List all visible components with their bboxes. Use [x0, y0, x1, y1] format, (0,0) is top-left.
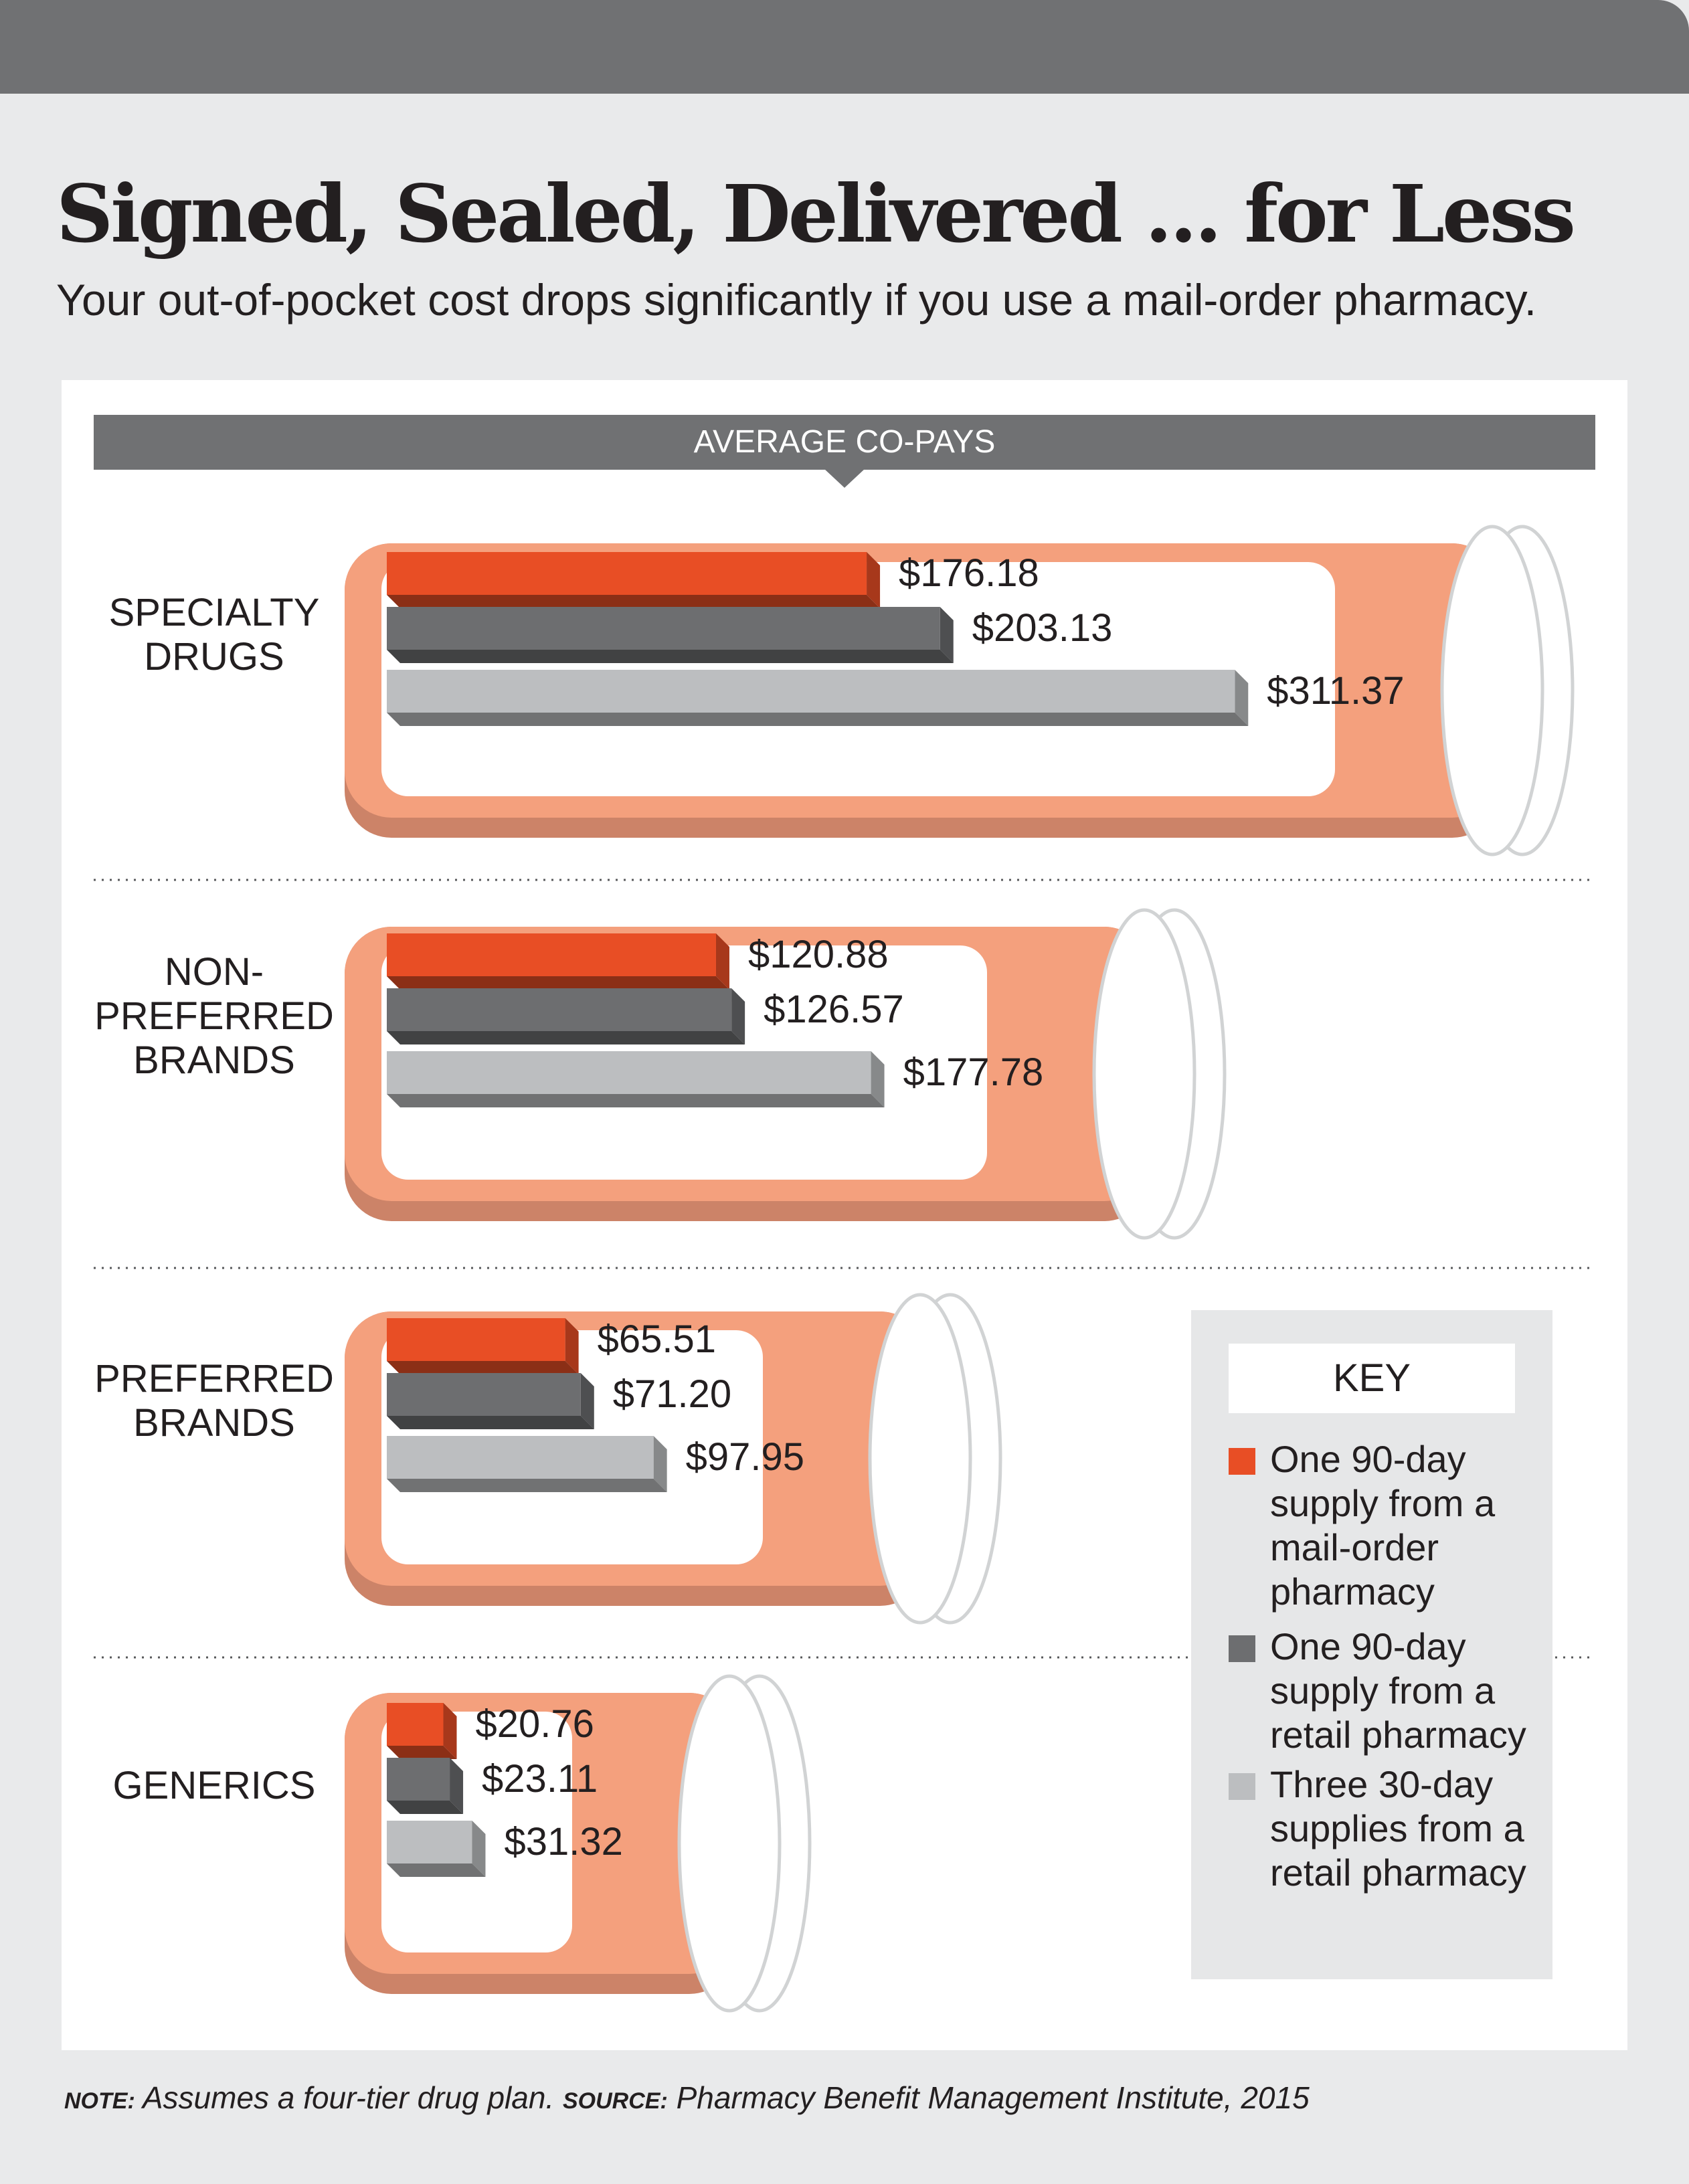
- bar-bottom: [387, 1801, 463, 1814]
- bar: [387, 1373, 581, 1416]
- bar-value-label: $97.95: [685, 1435, 805, 1479]
- legend-label-retail-30: Three 30-day supplies from a retail pharmacy: [1270, 1763, 1526, 1894]
- page-title: Signed, Sealed, Delivered ... for Less: [56, 167, 1573, 260]
- note-text: Assumes a four-tier drug plan.: [142, 2080, 555, 2115]
- bar: [387, 670, 1235, 713]
- bar: [387, 1758, 450, 1801]
- legend-swatch-mail-order: [1229, 1448, 1255, 1475]
- category-label: BRANDS: [133, 1401, 295, 1445]
- bar-bottom: [387, 1031, 745, 1044]
- bar-value-label: $20.76: [475, 1702, 594, 1746]
- bottle-cap-rim: [870, 1295, 970, 1623]
- bar: [387, 607, 940, 650]
- bar-value-label: $311.37: [1267, 669, 1405, 713]
- bar: [387, 933, 716, 976]
- bar-bottom: [387, 650, 954, 663]
- bar: [387, 1436, 654, 1479]
- category-label: PREFERRED: [94, 994, 334, 1038]
- legend: [1191, 1310, 1552, 1979]
- bar: [387, 1051, 871, 1094]
- bar-bottom: [387, 1094, 885, 1107]
- category-label: DRUGS: [144, 635, 284, 678]
- legend-label-mail-order: One 90-day supply from a mail-order pharmacy: [1270, 1438, 1496, 1613]
- bar-bottom: [387, 976, 729, 990]
- bar-value-label: $71.20: [612, 1372, 732, 1416]
- bar-value-label: $120.88: [747, 933, 889, 976]
- chart-header: AVERAGE CO-PAYS: [94, 415, 1595, 470]
- category-label: GENERICS: [112, 1764, 316, 1807]
- bar-bottom: [387, 713, 1248, 726]
- bar-value-label: $203.13: [972, 606, 1113, 650]
- legend-swatch-retail-90: [1229, 1635, 1255, 1662]
- legend-swatch-retail-30: [1229, 1773, 1255, 1800]
- bar: [387, 552, 867, 595]
- bar-bottom: [387, 1361, 579, 1374]
- bar-value-label: $65.51: [597, 1317, 717, 1361]
- category-label: NON-: [164, 950, 264, 994]
- category-label: SPECIALTY: [108, 591, 320, 634]
- bar: [387, 1703, 443, 1746]
- bottle-cap-rim: [1442, 527, 1542, 854]
- bottle-cap-rim: [679, 1676, 780, 2011]
- bar-value-label: $126.57: [764, 988, 904, 1031]
- category-label: BRANDS: [133, 1038, 295, 1082]
- legend-label-retail-90: One 90-day supply from a retail pharmacy: [1270, 1625, 1526, 1756]
- bar-bottom: [387, 595, 880, 608]
- bottle-cap-rim: [1094, 910, 1194, 1238]
- source-tag: SOURCE:: [562, 2088, 668, 2114]
- bar-bottom: [387, 1479, 667, 1492]
- legend-title: KEY: [1229, 1344, 1515, 1413]
- footnote: [64, 2080, 1310, 2116]
- note-tag: NOTE:: [64, 2088, 135, 2114]
- bar-value-label: $176.18: [899, 551, 1039, 595]
- source-text: Pharmacy Benefit Management Institute, 2015: [676, 2080, 1310, 2115]
- page-subtitle: Your out-of-pocket cost drops significantly if you use a mail-order pharmacy.: [56, 275, 1537, 325]
- bar-value-label: $23.11: [482, 1757, 598, 1801]
- bar-value-label: $177.78: [903, 1051, 1044, 1094]
- bar-value-label: $31.32: [504, 1820, 623, 1863]
- bar-bottom: [387, 1863, 485, 1877]
- bar: [387, 988, 731, 1031]
- bar: [387, 1318, 565, 1361]
- bar-bottom: [387, 1416, 594, 1429]
- category-label: PREFERRED: [94, 1357, 334, 1400]
- bar: [387, 1821, 472, 1863]
